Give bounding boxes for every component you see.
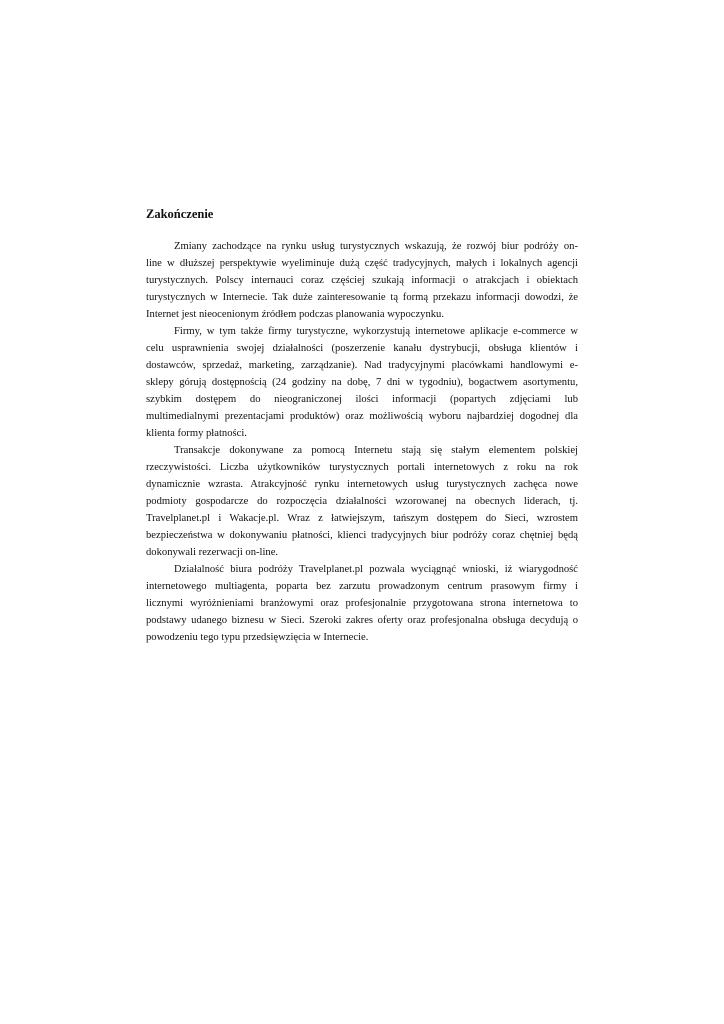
text-line: Travelplanet.pl i Wakacje.pl. Wraz z łatwiejszym, tańszym dostępem do Sieci, wzrostem	[146, 513, 578, 524]
text-line: celu usprawnienia swojej działalności (poszerzenie kanału dystrybucji, obsługa klientów i	[146, 343, 578, 354]
text-line: line w dłuższej perspektywie wyeliminuje dużą część tradycyjnych, małych i lokalnych agencji	[146, 258, 578, 269]
text-line: dynamicznie wzrasta. Atrakcyjność rynku internetowych usług turystycznych zachęca nowe	[146, 479, 578, 490]
text-line: turystycznych w Internecie. Tak duże zainteresowanie tą formą przekazu informacji dowodzi, że	[146, 292, 578, 303]
text-line: dostawców, sprzedaż, marketing, zarządzanie). Nad tradycyjnymi placówkami handlowymi e-	[146, 360, 578, 371]
text-line: multimedialnymi prezentacjami produktów) oraz możliwością wyboru najbardziej dogodnej dla	[146, 411, 578, 422]
text-line: powodzeniu tego typu przedsięwzięcia w Internecie.	[146, 632, 369, 643]
section-heading: Zakończenie	[146, 207, 214, 221]
paragraph	[146, 323, 578, 442]
paragraph	[146, 238, 578, 323]
text-line: dokonywali rezerwacji on-line.	[146, 547, 279, 558]
text-line: sklepy górują dostępnością (24 godziny na dobę, 7 dni w tygodniu), bogactwem asortymentu,	[146, 377, 578, 388]
paragraph	[146, 442, 578, 561]
document-body	[146, 238, 578, 646]
text-line: rzeczywistości. Liczba użytkowników turystycznych portali internetowych z roku na rok	[146, 462, 578, 473]
text-line: Firmy, w tym także firmy turystyczne, wykorzystują internetowe aplikacje e-commerce w	[174, 326, 578, 337]
text-line: turystycznych. Polscy internauci coraz częściej szukają informacji o atrakcjach i obiektach	[146, 275, 578, 286]
text-line: Zmiany zachodzące na rynku usług turystycznych wskazują, że rozwój biur podróży on-	[174, 241, 578, 252]
text-line: Transakcje dokonywane za pomocą Internetu stają się stałym elementem polskiej	[174, 445, 578, 456]
text-line: bezpieczeństwa w dokonywaniu płatności, klienci tradycyjnych biur podróży coraz chętniej będą	[146, 530, 578, 541]
text-line: licznymi wyróżnieniami branżowymi oraz profesjonalnie przygotowana strona internetowa to	[146, 598, 578, 609]
text-line: klienta formy płatności.	[146, 428, 247, 439]
text-line: szybkim dostępem do nieograniczonej ilości informacji (popartych zdjęciami lub	[146, 394, 578, 405]
paragraph	[146, 561, 578, 646]
text-line: Internet jest nieocenionym źródłem podczas planowania wypoczynku.	[146, 309, 444, 320]
text-line: internetowego multiagenta, poparta bez zarzutu prowadzonym centrum prasowym firmy i	[146, 581, 578, 592]
text-line: podmioty gospodarcze do rozpoczęcia działalności wzorowanej na obecnych liderach, tj.	[146, 496, 578, 507]
text-line: podstawy udanego biznesu w Sieci. Szeroki zakres oferty oraz profesjonalna obsługa decydują o	[146, 615, 578, 626]
text-line: Działalność biura podróży Travelplanet.pl pozwala wyciągnąć wnioski, iż wiarygodność	[174, 564, 578, 575]
